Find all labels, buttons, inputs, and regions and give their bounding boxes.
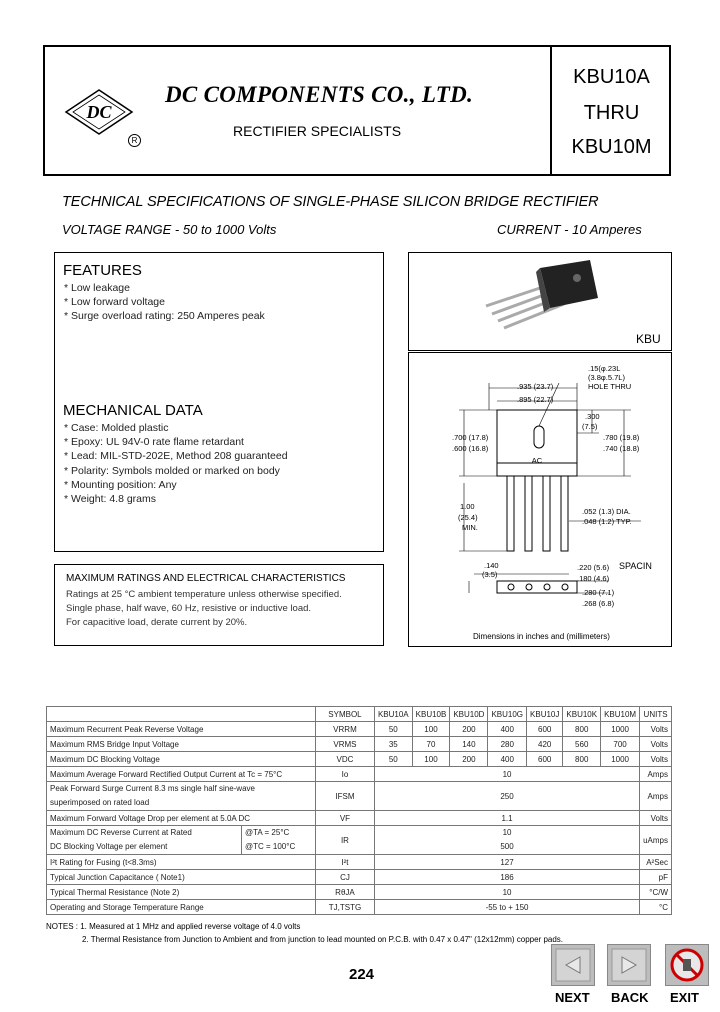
- dim-thick-max: .280 (7.1): [582, 588, 615, 597]
- param-value: 10: [374, 767, 639, 782]
- param-value: 100: [412, 752, 450, 767]
- dim-width-max: .935 (23.7): [517, 382, 554, 391]
- mechanical-item: * Case: Molded plastic: [64, 422, 169, 434]
- param-value: 200: [450, 722, 488, 737]
- company-name: DC COMPONENTS CO., LTD.: [165, 82, 474, 107]
- param-symbol: VF: [315, 811, 374, 826]
- back-button[interactable]: [607, 944, 651, 986]
- ac-mark: AC: [531, 456, 543, 465]
- mechanical-item: * Weight: 4.8 grams: [64, 493, 157, 505]
- table-row: [47, 885, 672, 900]
- company-logo: [64, 88, 134, 136]
- param-value: 800: [563, 752, 601, 767]
- dim-thick-min: .268 (6.8): [582, 599, 615, 608]
- param-symbol: CJ: [315, 870, 374, 885]
- table-header-cell: KBU10K: [563, 707, 601, 722]
- dim-lead-dia-max: .052 (1.3) DIA.: [582, 507, 631, 516]
- param-desc-line: Maximum DC Reverse Current at Rated: [50, 828, 192, 837]
- part-number-thru: THRU: [583, 102, 640, 124]
- param-desc: [47, 826, 316, 855]
- param-unit: Volts: [640, 737, 672, 752]
- param-desc: [47, 782, 316, 811]
- table-header-row: [47, 707, 672, 722]
- param-desc: Maximum DC Blocking Voltage: [47, 752, 316, 767]
- param-value-line: 500: [500, 842, 514, 851]
- param-symbol: IR: [315, 826, 374, 855]
- param-unit: Volts: [640, 752, 672, 767]
- dim-lead-min: MIN.: [462, 523, 478, 532]
- param-value: -55 to + 150: [374, 900, 639, 915]
- param-value: 100: [412, 722, 450, 737]
- param-desc-line: Peak Forward Surge Current 8.3 ms single half sine-wave: [50, 784, 255, 793]
- param-symbol: TJ,TSTG: [315, 900, 374, 915]
- next-label[interactable]: NEXT: [555, 990, 590, 1005]
- param-desc: I²t Rating for Fusing (t<8.3ms): [47, 855, 316, 870]
- left-arrow-icon: [552, 945, 594, 985]
- param-desc-line: DC Blocking Voltage per element: [50, 842, 168, 851]
- dim-hole-c: HOLE THRU: [588, 382, 632, 391]
- dim-hole-pos-mm: (7.5): [582, 422, 598, 431]
- mechanical-heading: MECHANICAL DATA: [63, 402, 203, 419]
- param-unit: Volts: [640, 722, 672, 737]
- param-desc: Typical Thermal Resistance (Note 2): [47, 885, 316, 900]
- dimension-note: Dimensions in inches and (millimeters): [473, 632, 610, 641]
- table-row: [47, 855, 672, 870]
- param-desc: Typical Junction Capacitance ( Note1): [47, 870, 316, 885]
- feature-item: * Low forward voltage: [64, 296, 165, 308]
- table-row: [47, 900, 672, 915]
- table-header-cell: KBU10J: [527, 707, 563, 722]
- note-1: NOTES : 1. Measured at 1 MHz and applied reverse voltage of 4.0 volts: [46, 922, 301, 931]
- param-condition: @TA = 25°C: [245, 828, 290, 837]
- table-header-cell: KBU10D: [450, 707, 488, 722]
- registered-mark: R: [128, 134, 141, 147]
- param-unit: °C: [640, 900, 672, 915]
- param-value: 800: [563, 722, 601, 737]
- exit-button[interactable]: [665, 944, 709, 986]
- dim-hole-pos: .300: [585, 412, 600, 421]
- right-arrow-icon: [608, 945, 650, 985]
- mechanical-item: * Mounting position: Any: [64, 479, 177, 491]
- table-header-cell: [47, 707, 316, 722]
- param-value: 600: [527, 752, 563, 767]
- dim-body-max: .700 (17.8): [452, 433, 489, 442]
- table-row: [47, 737, 672, 752]
- param-symbol: Io: [315, 767, 374, 782]
- company-tagline: RECTIFIER SPECIALISTS: [233, 123, 402, 139]
- table-row: [47, 870, 672, 885]
- param-value: 200: [450, 752, 488, 767]
- note-2: 2. Thermal Resistance from Junction to Ambient and from junction to lead mounted on P.C.B. with 0.47 x 0.47" (12x12mm) copper pads.: [82, 935, 564, 944]
- dim-pitch: .140: [484, 561, 499, 570]
- table-header-cell: KBU10M: [601, 707, 640, 722]
- table-row: [47, 782, 672, 811]
- table-header-cell: UNITS: [640, 707, 672, 722]
- table-row: [47, 722, 672, 737]
- dim-height-min: .740 (18.8): [603, 444, 640, 453]
- dim-body-min: .600 (16.8): [452, 444, 489, 453]
- logo-text: DC: [86, 102, 112, 122]
- package-label: KBU: [636, 332, 661, 346]
- back-label[interactable]: BACK: [611, 990, 649, 1005]
- param-desc: Maximum Recurrent Peak Reverse Voltage: [47, 722, 316, 737]
- dim-lead-length-mm: (25.4): [458, 513, 478, 522]
- max-ratings-line: Single phase, half wave, 60 Hz, resistive or inductive load.: [66, 603, 312, 614]
- param-value: 560: [563, 737, 601, 752]
- feature-item: * Low leakage: [64, 282, 130, 294]
- param-symbol: VRMS: [315, 737, 374, 752]
- table-row: [47, 752, 672, 767]
- param-desc: Maximum RMS Bridge Input Voltage: [47, 737, 316, 752]
- param-symbol: I²t: [315, 855, 374, 870]
- param-condition: @TC = 100°C: [245, 842, 296, 851]
- param-value: 186: [374, 870, 639, 885]
- param-value: 250: [374, 782, 639, 811]
- dim-width-min: .895 (22.7): [517, 395, 554, 404]
- param-unit: A²Sec: [640, 855, 672, 870]
- param-value: 400: [488, 752, 527, 767]
- max-ratings-heading: MAXIMUM RATINGS AND ELECTRICAL CHARACTERISTICS: [66, 573, 346, 584]
- no-entry-icon: [666, 945, 708, 985]
- part-number-first: KBU10A: [573, 66, 650, 88]
- dim-spacing-min: .180 (4.6): [577, 574, 610, 583]
- dim-spacing-max: .220 (5.6): [577, 563, 610, 572]
- param-desc: Maximum Forward Voltage Drop per element at 5.0A DC: [47, 811, 316, 826]
- table-header-cell: KBU10B: [412, 707, 450, 722]
- param-value: 35: [374, 737, 412, 752]
- param-value: 70: [412, 737, 450, 752]
- features-heading: FEATURES: [63, 262, 142, 279]
- param-value: 50: [374, 722, 412, 737]
- param-unit: uAmps: [640, 826, 672, 855]
- param-value: 280: [488, 737, 527, 752]
- dim-hole-a: .15(φ.23L: [588, 364, 621, 373]
- voltage-range: VOLTAGE RANGE - 50 to 1000 Volts: [62, 222, 277, 237]
- dim-lead-dia-min: .048 (1.2) TYP.: [582, 517, 632, 526]
- max-ratings-line: For capacitive load, derate current by 20%.: [66, 617, 248, 628]
- dim-lead-length: 1.00: [460, 502, 475, 511]
- table-header-cell: SYMBOL: [315, 707, 374, 722]
- param-desc: Maximum Average Forward Rectified Output Current at Tc = 75°C: [47, 767, 316, 782]
- feature-item: * Surge overload rating: 250 Amperes peak: [64, 310, 265, 322]
- param-value: [374, 826, 639, 855]
- table-header-cell: KBU10A: [374, 707, 412, 722]
- param-value: 420: [527, 737, 563, 752]
- dim-hole-b: (3.8φ.5.7L): [588, 373, 625, 382]
- part-number-last: KBU10M: [571, 136, 652, 158]
- next-button[interactable]: [551, 944, 595, 986]
- current-rating: CURRENT - 10 Amperes: [497, 222, 642, 237]
- param-value: 140: [450, 737, 488, 752]
- table-header-cell: KBU10G: [488, 707, 527, 722]
- param-symbol: VDC: [315, 752, 374, 767]
- param-value: 1000: [601, 722, 640, 737]
- param-unit: Amps: [640, 767, 672, 782]
- param-desc-line: superimposed on rated load: [50, 798, 150, 807]
- mechanical-item: * Polarity: Symbols molded or marked on body: [64, 465, 280, 477]
- param-value: 1000: [601, 752, 640, 767]
- param-symbol: VRRM: [315, 722, 374, 737]
- ratings-table: [46, 706, 672, 915]
- param-value: 10: [374, 885, 639, 900]
- param-unit: °C/W: [640, 885, 672, 900]
- param-unit: pF: [640, 870, 672, 885]
- param-desc: Operating and Storage Temperature Range: [47, 900, 316, 915]
- param-unit: Amps: [640, 782, 672, 811]
- page-number: 224: [349, 966, 375, 983]
- param-value-line: 10: [502, 828, 512, 837]
- table-row: [47, 811, 672, 826]
- param-value: 600: [527, 722, 563, 737]
- param-value: 1.1: [374, 811, 639, 826]
- param-value: 400: [488, 722, 527, 737]
- param-unit: Volts: [640, 811, 672, 826]
- document-title: TECHNICAL SPECIFICATIONS OF SINGLE-PHASE SILICON BRIDGE RECTIFIER: [62, 194, 599, 210]
- max-ratings-line: Ratings at 25 °C ambient temperature unless otherwise specified.: [66, 589, 342, 600]
- dim-height-max: .780 (19.8): [603, 433, 640, 442]
- param-value: 50: [374, 752, 412, 767]
- param-value: 127: [374, 855, 639, 870]
- dim-pitch-mm: (3.5): [482, 570, 498, 579]
- table-row: [47, 826, 672, 855]
- dim-spacing-label: SPACIN: [619, 561, 652, 571]
- table-row: [47, 767, 672, 782]
- exit-label[interactable]: EXIT: [670, 990, 699, 1005]
- param-symbol: IFSM: [315, 782, 374, 811]
- package-photo: [480, 258, 600, 338]
- param-value: 700: [601, 737, 640, 752]
- mechanical-item: * Epoxy: UL 94V-0 rate flame retardant: [64, 436, 244, 448]
- param-symbol: RθJA: [315, 885, 374, 900]
- mechanical-item: * Lead: MIL-STD-202E, Method 208 guaranteed: [64, 450, 288, 462]
